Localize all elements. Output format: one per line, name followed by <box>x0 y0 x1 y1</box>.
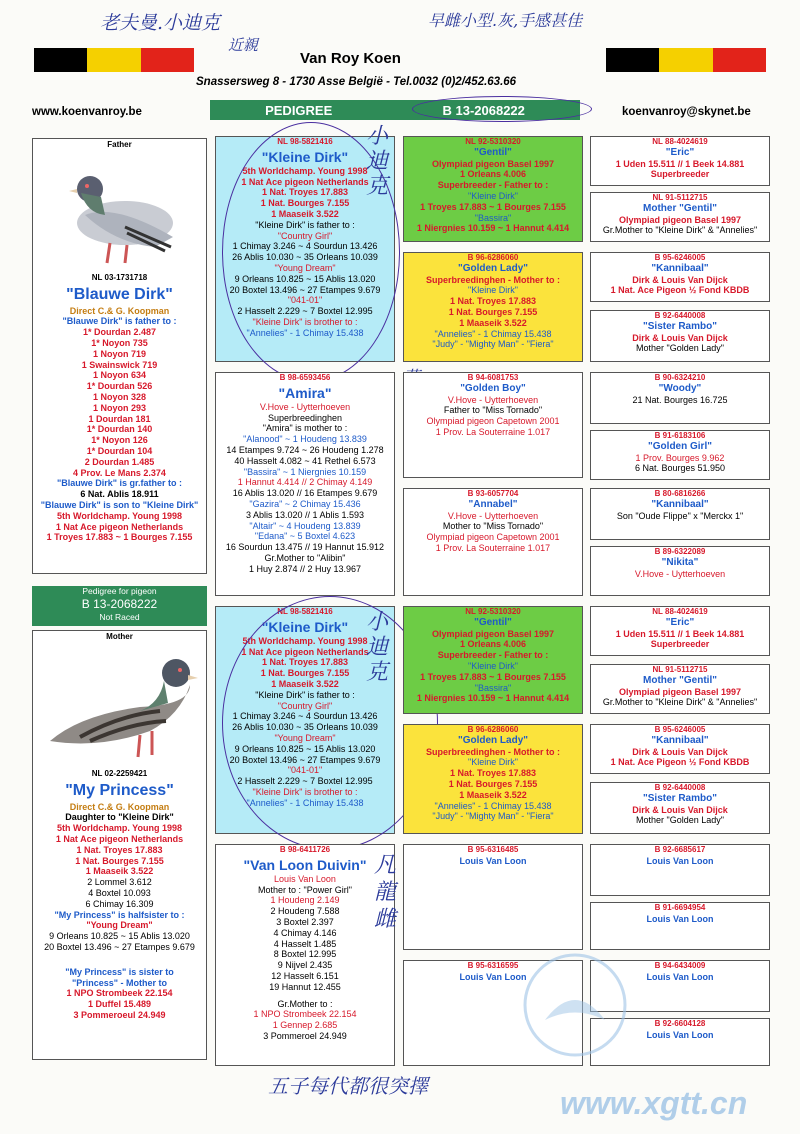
amira-gazira: "Gazira" ~ 2 Chimay 15.436 <box>249 498 361 509</box>
mother-line: 2 Lommel 3.612 <box>87 877 152 888</box>
golden-girl-ring: B 91-6183106 <box>654 431 706 440</box>
father-result: 1* Noyon 126 <box>91 435 148 446</box>
van-loon-ancestor-box <box>590 844 770 896</box>
golden-lady-box-bottom <box>403 724 583 834</box>
gentil-line: Olympiad pigeon Basel 1997 <box>431 628 555 639</box>
mother-sister-result: 3 Pommeroeul 24.949 <box>73 1009 166 1020</box>
kleine-dirk-ring: NL 98-5821416 <box>277 137 333 146</box>
van-loon-box <box>215 844 395 1066</box>
golden-boy-line: Olympiad pigeon Capetown 2001 <box>426 416 560 427</box>
gentil-name: "Gentil" <box>474 616 512 628</box>
gentil-line: 1 Orleans 4.006 <box>459 639 527 650</box>
mother-halfsister: "My Princess" is halfsister to : <box>54 909 185 920</box>
gentil-result: 1 Troyes 17.883 ~ 1 Bourges 7.155 <box>420 201 566 212</box>
sister-rambo-name: "Sister Rambo" <box>643 792 717 804</box>
eric-name: "Eric" <box>665 146 695 158</box>
kleine-dirk-brother-to: "Kleine Dirk" is brother to : <box>252 786 358 797</box>
golden-boy-name: "Golden Boy" <box>460 382 526 394</box>
golden-girl-box <box>590 430 770 480</box>
oude-flippe-name: "Kannibaal" <box>651 498 709 510</box>
van-loon-gm-line: 1 Gennep 2.685 <box>272 1020 338 1031</box>
golden-lady-kleine-dirk: "Kleine Dirk" <box>468 285 518 296</box>
gentil-box-top <box>403 136 583 242</box>
kleine-dirk-result: 1 Chimay 3.246 ~ 4 Sourdun 13.426 <box>232 711 378 722</box>
golden-lady-line: 1 Maaseik 3.522 <box>459 317 527 328</box>
email-link[interactable]: koenvanroy@skynet.be <box>622 106 751 118</box>
van-loon-line: 4 Hasselt 1.485 <box>273 938 337 949</box>
gentil-ring: NL 92-5310320 <box>465 607 521 616</box>
golden-lady-line: 1 Nat. Bourges 7.155 <box>448 778 538 789</box>
belgian-flag-right <box>606 48 766 72</box>
mother-line: 1 Nat. Bourges 7.155 <box>75 855 164 866</box>
mother-line: 1 Nat Ace pigeon Netherlands <box>55 833 184 844</box>
van-loon-ring: B 98-6411726 <box>279 845 331 854</box>
amira-grandmother: Gr.Mother to "Alibin" <box>264 552 346 563</box>
gentil-kleine-dirk: "Kleine Dirk" <box>468 660 518 671</box>
mother-sister: "My Princess" is sister to <box>65 966 174 977</box>
ancestor-ring: B 95-6316485 <box>467 845 519 854</box>
ancestor-breeder: Louis Van Loon <box>646 1029 714 1040</box>
father-result: 1* Dourdan 2.487 <box>82 327 157 338</box>
belgian-flag-left <box>34 48 194 72</box>
gentil-ring: NL 92-5310320 <box>465 137 521 146</box>
eric-box-top <box>590 136 770 186</box>
nikita-box <box>590 546 770 596</box>
amira-grandmother-result: 1 Huy 2.874 // 2 Huy 13.967 <box>248 563 362 574</box>
kleine-dirk-young-dream: "Young Dream" <box>274 262 336 273</box>
amira-mother-to: "Amira" is mother to : <box>262 423 348 434</box>
father-result: 1 Noyon 328 <box>92 391 147 402</box>
amira-result: 40 Hasselt 4.082 ~ 41 Rethel 6.573 <box>234 455 376 466</box>
father-breeder: Direct C.& G. Koopman <box>69 305 170 316</box>
eric-result: 1 Uden 15.511 // 1 Beek 14.881 <box>615 158 745 169</box>
mother-gentil-ring: NL 91-5112715 <box>652 665 708 674</box>
kannibaal-name: "Kannibaal" <box>651 734 709 746</box>
golden-lady-superbreeder: Superbreedinghen - Mother to : <box>426 746 560 757</box>
golden-lady-annelies: "Annelies" - 1 Chimay 15.438 <box>434 800 552 811</box>
handwritten-note-top-left: 老夫曼.小迪克 <box>100 12 221 34</box>
gentil-bassira: "Bassira" <box>474 682 512 693</box>
mother-gentil-name: Mother "Gentil" <box>643 674 717 686</box>
van-loon-gm-line: 1 NPO Strombeek 22.154 <box>253 1009 357 1020</box>
amira-box <box>215 372 395 596</box>
van-loon-mother-to: Mother to : "Power Girl" <box>258 884 352 895</box>
van-loon-line: 2 Houdeng 7.588 <box>270 906 340 917</box>
ancestor-ring: B 91-6694954 <box>654 903 706 912</box>
golden-girl-name: "Golden Girl" <box>648 440 712 452</box>
sister-rambo-ring: B 92-6440008 <box>654 311 706 320</box>
gentil-superbreeder: Superbreeder - Father to : <box>437 180 549 191</box>
gentil-box-bottom <box>403 606 583 714</box>
woody-ring: B 90-6324210 <box>654 373 706 382</box>
amira-bassira-result: 1 Hannut 4.414 // 2 Chimay 4.149 <box>237 477 373 488</box>
father-result: 4 Prov. Le Mans 2.374 <box>73 467 166 478</box>
eric-title: Superbreeder <box>650 169 710 180</box>
gentil-bassira: "Bassira" <box>474 212 512 223</box>
pigeon-label-panel <box>32 586 207 626</box>
van-loon-line: 4 Chimay 4.146 <box>273 927 337 938</box>
gentil-line: 1 Orleans 4.006 <box>459 169 527 180</box>
handwritten-kleine-dirk-top: 小迪克 <box>366 124 389 199</box>
van-loon-name: "Van Loon Duivin" <box>243 856 367 873</box>
mother-gentil-result: Olympiad pigeon Basel 1997 <box>618 686 742 697</box>
father-name: "Blauwe Dirk" <box>66 285 173 303</box>
kleine-dirk-line: 1 Nat. Bourges 7.155 <box>260 668 350 679</box>
father-result: 1 Swainswick 719 <box>81 359 158 370</box>
kannibaal-ring: B 95-6246005 <box>654 725 706 734</box>
kleine-dirk-result: 26 Ablis 10.030 ~ 35 Orleans 10.039 <box>232 252 378 263</box>
golden-lady-judy: "Judy" - "Mighty Man" - "Fiera" <box>432 811 554 822</box>
mother-gentil-box-bottom <box>590 664 770 714</box>
father-son-result: 5th Worldchamp. Young 1998 <box>56 510 183 521</box>
mother-sister-result: 1 Duffel 15.489 <box>87 999 152 1010</box>
breeder-name: Van Roy Koen <box>300 50 401 67</box>
father-result: 1* Noyon 735 <box>91 337 148 348</box>
ancestor-breeder: Louis Van Loon <box>459 855 527 866</box>
amira-result: 14 Etampes 9.724 ~ 26 Houdeng 1.278 <box>226 444 384 455</box>
mother-young-dream: "Young Dream" <box>86 920 153 931</box>
golden-boy-line: 1 Prov. La Souterraine 1.017 <box>435 426 551 437</box>
father-result: 1* Dourdan 140 <box>86 424 153 435</box>
eric-name: "Eric" <box>665 616 695 628</box>
eric-result: 1 Uden 15.511 // 1 Beek 14.881 <box>615 628 745 639</box>
golden-lady-annelies: "Annelies" - 1 Chimay 15.438 <box>434 328 552 339</box>
golden-girl-result: 6 Nat. Bourges 51.950 <box>634 463 726 474</box>
kleine-dirk-result: 2 Hasselt 2.229 ~ 7 Boxtel 12.995 <box>237 776 373 787</box>
woody-name: "Woody" <box>658 382 702 394</box>
ancestor-ring: B 92-6685617 <box>654 845 706 854</box>
watermark-text: www.xgtt.cn <box>560 1085 748 1121</box>
annabel-line: Olympiad pigeon Capetown 2001 <box>426 532 560 543</box>
ancestor-breeder: Louis Van Loon <box>459 971 527 982</box>
handwritten-note-bottom: 五子每代都很突擇 <box>268 1074 428 1098</box>
kannibaal-result: 1 Nat. Ace Pigeon ½ Fond KBDB <box>610 285 750 296</box>
kleine-dirk-result: 2 Hasselt 2.229 ~ 7 Boxtel 12.995 <box>237 306 373 317</box>
kleine-dirk-name: "Kleine Dirk" <box>261 618 349 635</box>
golden-boy-box <box>403 372 583 478</box>
mother-line: 1 Maaseik 3.522 <box>85 866 154 877</box>
kleine-dirk-line: 1 Maaseik 3.522 <box>271 678 339 689</box>
eric-box-bottom <box>590 606 770 656</box>
kleine-dirk-country-girl: "Country Girl" <box>277 700 333 711</box>
golden-lady-line: 1 Nat. Troyes 17.883 <box>449 768 537 779</box>
sister-rambo-mother: Mother "Golden Lady" <box>636 343 724 354</box>
golden-lady-box-top <box>403 252 583 362</box>
amira-bassira-result: 16 Ablis 13.020 // 16 Etampes 9.679 <box>232 488 378 499</box>
amira-edana: "Edana" ~ 5 Boxtel 4.623 <box>254 531 356 542</box>
golden-lady-name: "Golden Lady" <box>457 734 529 746</box>
van-loon-grandmother: Gr.Mother to : <box>277 998 333 1009</box>
golden-lady-superbreeder: Superbreedinghen - Mother to : <box>426 274 560 285</box>
kleine-dirk-line: 1 Nat. Troyes 17.883 <box>261 657 349 668</box>
mother-gentil-result: Olympiad pigeon Basel 1997 <box>618 214 742 225</box>
gentil-name: "Gentil" <box>474 146 512 158</box>
mother-name: "My Princess" <box>65 781 174 799</box>
kleine-dirk-041: "041-01" <box>287 295 323 306</box>
mother-gentil-grandmother: Gr.Mother to "Kleine Dirk" & "Annelies" <box>602 225 758 236</box>
ring-circle-annotation <box>412 96 592 122</box>
watermark-logo-icon <box>520 950 630 1060</box>
golden-lady-line: 1 Nat. Bourges 7.155 <box>448 306 538 317</box>
kleine-dirk-annelies: "Annelies" - 1 Chimay 15.438 <box>246 797 364 808</box>
ancestor-breeder: Louis Van Loon <box>646 855 714 866</box>
kleine-dirk-line: 1 Nat Ace pigeon Netherlands <box>241 176 369 187</box>
mother-halfsister-result: 20 Boxtel 13.496 ~ 27 Etampes 9.679 <box>44 941 195 952</box>
handwritten-note-relation: 近親 <box>228 36 259 54</box>
mother-line: 6 Chimay 16.309 <box>85 898 154 909</box>
kannibaal-box-top <box>590 252 770 302</box>
golden-lady-name: "Golden Lady" <box>457 262 529 274</box>
golden-lady-line: 1 Nat. Troyes 17.883 <box>449 296 537 307</box>
father-result: 1 Noyon 293 <box>92 402 147 413</box>
sister-rambo-breeder: Dirk & Louis Van Dijck <box>632 332 728 343</box>
golden-boy-breeder: V.Hove - Uytterhoeven <box>447 394 539 405</box>
ancestor-ring: B 92-6604128 <box>654 1019 706 1028</box>
amira-altair: "Altair" ~ 4 Houdeng 13.839 <box>249 520 361 531</box>
handwritten-van-loon: 凡龍雌 <box>374 853 397 932</box>
pigeon-photo-mother <box>40 645 200 765</box>
kleine-dirk-country-girl: "Country Girl" <box>277 230 333 241</box>
amira-superbreedinghen: Superbreedinghen <box>267 412 343 423</box>
golden-lady-judy: "Judy" - "Mighty Man" - "Fiera" <box>432 339 554 350</box>
father-grandfather-to: "Blauwe Dirk" is gr.father to : <box>56 478 183 489</box>
father-son-to: "Blauwe Dirk" is son to "Kleine Dirk" <box>40 499 199 510</box>
sister-rambo-box-bottom <box>590 782 770 834</box>
breeder-address: Snassersweg 8 - 1730 Asse België - Tel.0032 (0)2/452.63.66 <box>196 76 517 88</box>
amira-breeder: V.Hove - Uytterhoeven <box>259 401 351 412</box>
mother-gentil-grandmother: Gr.Mother to "Kleine Dirk" & "Annelies" <box>602 697 758 708</box>
ancestor-ring: B 95-6316595 <box>467 961 519 970</box>
golden-girl-result: 1 Prov. Bourges 9.962 <box>635 452 725 463</box>
kleine-dirk-result: 9 Orleans 10.825 ~ 15 Ablis 13.020 <box>234 273 376 284</box>
annabel-ring: B 93-6057704 <box>467 489 519 498</box>
kleine-dirk-annelies: "Annelies" - 1 Chimay 15.438 <box>246 327 364 338</box>
van-loon-ancestor-box <box>590 902 770 950</box>
van-loon-line: 19 Hannut 12.455 <box>269 981 341 992</box>
golden-lady-line: 1 Maaseik 3.522 <box>459 789 527 800</box>
father-father-to: "Blauwe Dirk" is father to : <box>62 316 177 327</box>
kleine-dirk-result: 1 Chimay 3.246 ~ 4 Sourdun 13.426 <box>232 241 378 252</box>
kleine-dirk-line: 1 Nat. Bourges 7.155 <box>260 198 350 209</box>
kleine-dirk-result: 20 Boxtel 13.496 ~ 27 Etampes 9.679 <box>229 754 381 765</box>
golden-boy-ring: B 94-6081753 <box>467 373 519 382</box>
pigeon-label-ring: B 13-2068222 <box>81 597 158 611</box>
handwritten-note-top-right: 早雌小型.灰,手感甚佳 <box>428 11 583 30</box>
van-loon-line: 3 Boxtel 2.397 <box>276 916 334 927</box>
gentil-bassira-result: 1 Niergnies 10.159 ~ 1 Hannut 4.414 <box>416 223 570 234</box>
father-result: 1 Noyon 634 <box>92 370 147 381</box>
annabel-box <box>403 488 583 596</box>
golden-lady-kleine-dirk: "Kleine Dirk" <box>468 757 518 768</box>
mother-gentil-ring: NL 91-5112715 <box>652 193 708 202</box>
nikita-ring: B 89-6322089 <box>654 547 706 556</box>
kleine-dirk-brother-to: "Kleine Dirk" is brother to : <box>252 316 358 327</box>
father-result: 2 Dourdan 1.485 <box>84 456 155 467</box>
eric-title: Superbreeder <box>650 639 710 650</box>
sister-rambo-ring: B 92-6440008 <box>654 783 706 792</box>
gentil-superbreeder: Superbreeder - Father to : <box>437 650 549 661</box>
kleine-dirk-father-to: "Kleine Dirk" is father to : <box>255 689 355 700</box>
nikita-breeder: V.Hove - Uytterhoeven <box>634 568 726 579</box>
mother-line: 4 Boxtel 10.093 <box>88 887 151 898</box>
father-grandfather-result: 6 Nat. Ablis 18.911 <box>80 489 159 500</box>
sister-rambo-mother: Mother "Golden Lady" <box>636 815 724 826</box>
eric-ring: NL 88-4024619 <box>652 137 708 146</box>
golden-lady-ring: B 96-6286060 <box>467 725 519 734</box>
sister-rambo-box-top <box>590 310 770 362</box>
handwritten-kleine-dirk-bottom: 小迪克 <box>366 610 389 685</box>
father-result: 1 Noyon 719 <box>92 348 147 359</box>
kleine-dirk-result: 26 Ablis 10.030 ~ 35 Orleans 10.039 <box>232 722 378 733</box>
mother-ring: NL 02-2259421 <box>91 768 148 778</box>
mother-line: Daughter to "Kleine Dirk" <box>65 812 174 823</box>
kannibaal-breeder: Dirk & Louis Van Dijck <box>632 274 728 285</box>
sister-rambo-name: "Sister Rambo" <box>643 320 717 332</box>
woody-box <box>590 372 770 424</box>
amira-gazira-result: 3 Ablis 13.020 // 1 Ablis 1.593 <box>245 509 365 520</box>
annabel-mother: Mother to "Miss Tornado" <box>442 521 544 532</box>
van-loon-gm-line: 3 Pommeroel 24.949 <box>263 1030 347 1041</box>
gentil-result: 1 Troyes 17.883 ~ 1 Bourges 7.155 <box>420 671 566 682</box>
kleine-dirk-young-dream: "Young Dream" <box>274 732 336 743</box>
pedigree-ring: B 13-2068222 <box>442 102 525 118</box>
kleine-dirk-line: 1 Nat. Troyes 17.883 <box>261 187 349 198</box>
mother-breeder: Direct C.& G. Koopman <box>69 801 170 812</box>
kleine-dirk-result: 20 Boxtel 13.496 ~ 27 Etampes 9.679 <box>229 284 381 295</box>
mother-line: 5th Worldchamp. Young 1998 <box>56 823 183 834</box>
kleine-dirk-name: "Kleine Dirk" <box>261 148 349 165</box>
amira-alanood: "Alanood" ~ 1 Houdeng 13.839 <box>243 434 367 445</box>
gentil-bassira-result: 1 Niergnies 10.159 ~ 1 Hannut 4.414 <box>416 693 570 704</box>
kannibaal-result: 1 Nat. Ace Pigeon ½ Fond KBDB <box>610 757 750 768</box>
mother-gentil-name: Mother "Gentil" <box>643 202 717 214</box>
annabel-line: 1 Prov. La Souterraine 1.017 <box>435 542 551 553</box>
ancestor-ring: B 94-6434009 <box>654 961 706 970</box>
kannibaal-name: "Kannibaal" <box>651 262 709 274</box>
kleine-dirk-father-to: "Kleine Dirk" is father to : <box>255 219 355 230</box>
mother-gentil-box-top <box>590 192 770 242</box>
kleine-dirk-ring: NL 98-5821416 <box>277 607 333 616</box>
kannibaal-box-bottom <box>590 724 770 774</box>
kleine-dirk-line: 1 Nat Ace pigeon Netherlands <box>241 646 369 657</box>
website-link[interactable]: www.koenvanroy.be <box>32 106 142 118</box>
father-label: Father <box>107 140 132 149</box>
father-result: 1* Dourdan 526 <box>86 381 153 392</box>
oude-flippe-son: Son "Oude Flippe" x "Merckx 1" <box>616 510 744 521</box>
van-loon-line: 1 Houdeng 2.149 <box>270 895 340 906</box>
pigeon-label-status: Not Raced <box>99 612 140 622</box>
van-loon-line: 12 Hasselt 6.151 <box>271 970 339 981</box>
father-son-result: 1 Nat Ace pigeon Netherlands <box>55 521 184 532</box>
nikita-name: "Nikita" <box>661 556 699 568</box>
van-loon-sire-box <box>403 844 583 950</box>
pigeon-photo-father <box>55 153 185 271</box>
van-loon-line: 9 Nijvel 2.435 <box>277 960 333 971</box>
pigeon-label-title: Pedigree for pigeon <box>82 586 157 596</box>
sister-rambo-breeder: Dirk & Louis Van Dijck <box>632 804 728 815</box>
oude-flippe-box <box>590 488 770 540</box>
mother-label: Mother <box>106 632 133 641</box>
woody-result: 21 Nat. Bourges 16.725 <box>632 394 728 405</box>
pedigree-label: PEDIGREE <box>265 102 333 118</box>
kleine-dirk-line: 5th Worldchamp. Young 1998 <box>242 635 368 646</box>
mother-princess: "Princess" - Mother to <box>71 977 168 988</box>
oude-flippe-ring: B 80-6816266 <box>654 489 706 498</box>
father-box <box>32 138 207 574</box>
ancestor-breeder: Louis Van Loon <box>646 913 714 924</box>
annabel-breeder: V.Hove - Uytterhoeven <box>447 510 539 521</box>
annabel-name: "Annabel" <box>468 498 518 510</box>
kannibaal-ring: B 95-6246005 <box>654 253 706 262</box>
van-loon-line: 8 Boxtel 12.995 <box>273 949 337 960</box>
golden-lady-ring: B 96-6286060 <box>467 253 519 262</box>
kleine-dirk-result: 9 Orleans 10.825 ~ 15 Ablis 13.020 <box>234 743 376 754</box>
gentil-line: Olympiad pigeon Basel 1997 <box>431 158 555 169</box>
father-ring: NL 03-1731718 <box>91 272 148 282</box>
kleine-dirk-line: 1 Maaseik 3.522 <box>271 208 339 219</box>
father-son-result: 1 Troyes 17.883 ~ 1 Bourges 7.155 <box>46 532 193 543</box>
amira-ring: B 98-6593456 <box>279 373 331 382</box>
kleine-dirk-041: "041-01" <box>287 765 323 776</box>
father-result: 1 Dourdan 181 <box>88 413 151 424</box>
amira-bassira: "Bassira" ~ 1 Niergnies 10.159 <box>243 466 367 477</box>
amira-edana-result: 16 Sourdun 13.475 // 19 Hannut 15.912 <box>225 542 385 553</box>
ancestor-breeder: Louis Van Loon <box>646 971 714 982</box>
mother-sister-result: 1 NPO Strombeek 22.154 <box>66 988 173 999</box>
gentil-kleine-dirk: "Kleine Dirk" <box>468 190 518 201</box>
van-loon-breeder: Louis Van Loon <box>274 873 336 884</box>
mother-line: 1 Nat. Troyes 17.883 <box>76 844 163 855</box>
mother-halfsister-result: 9 Orleans 10.825 ~ 15 Ablis 13.020 <box>49 931 190 942</box>
kleine-dirk-line: 5th Worldchamp. Young 1998 <box>242 165 368 176</box>
kannibaal-breeder: Dirk & Louis Van Dijck <box>632 746 728 757</box>
father-result: 1* Dourdan 104 <box>86 445 153 456</box>
golden-boy-father: Father to "Miss Tornado" <box>443 405 543 416</box>
eric-ring: NL 88-4024619 <box>652 607 708 616</box>
mother-box <box>32 630 207 1060</box>
amira-name: "Amira" <box>278 384 332 401</box>
